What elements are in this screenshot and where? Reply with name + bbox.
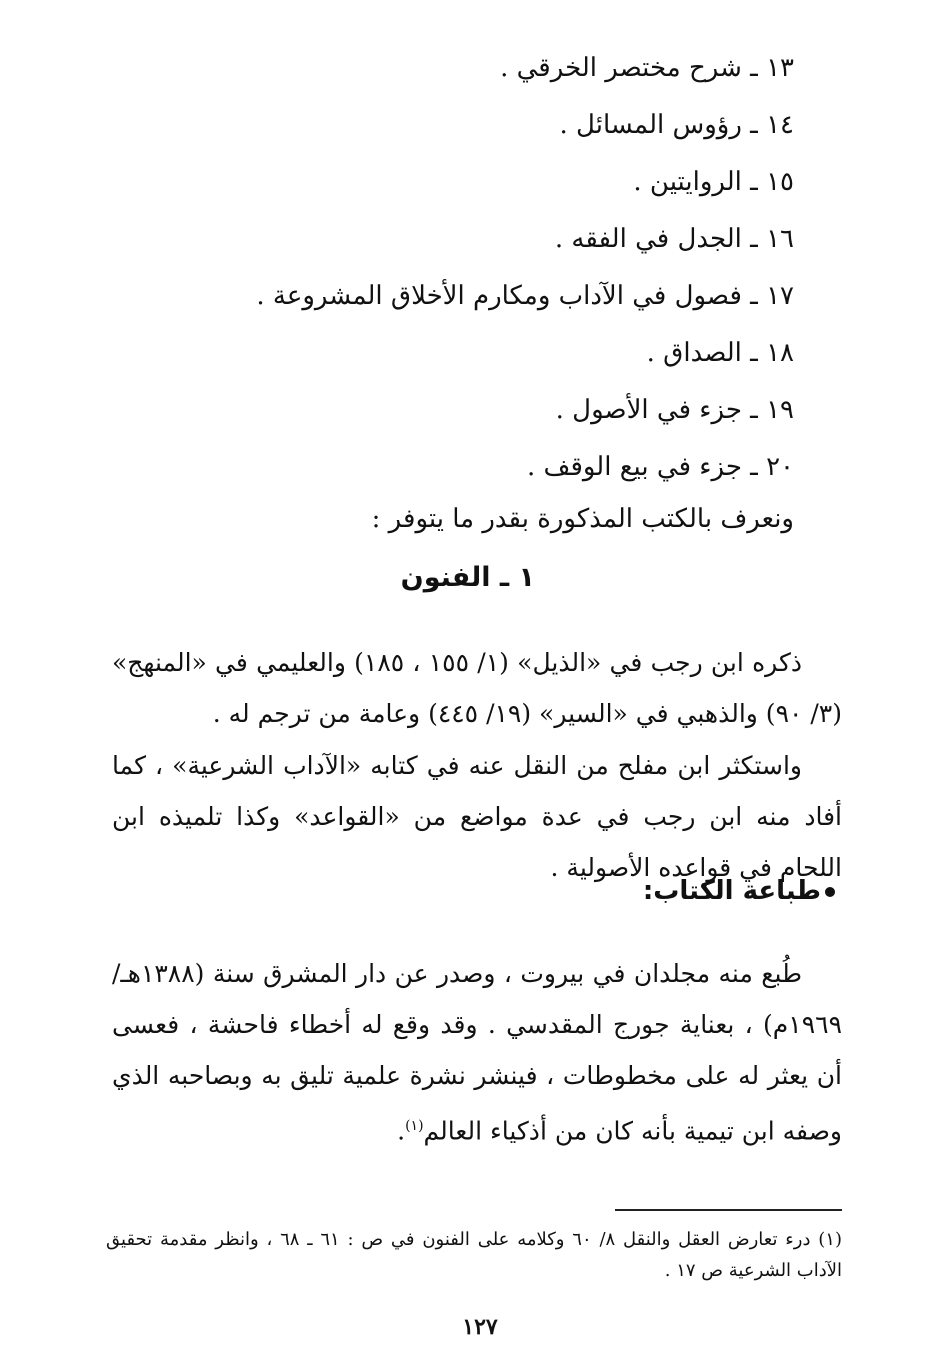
footnote-divider: [615, 1209, 842, 1211]
list-item: ١٧ ـ فصول في الآداب ومكارم الأخلاق المشروعة .: [256, 281, 794, 311]
page-number: ١٢٧: [462, 1314, 498, 1340]
paragraph-text: طُبع منه مجلدان في بيروت ، وصدر عن دار المشرق سنة (١٣٨٨هـ/ ١٩٦٩م) ، بعناية جورج المقدسي . وقد وقع له أخطاء فاحشة ، فعسى أن يعثر له على مخطوطات ، فينشر نشرة علمية تليق به وبصاحبه الذي وصفه ابن تيمية بأنه كان من أذكياء العالم: [112, 959, 842, 1146]
paragraph: [112, 948, 842, 1156]
footnote-reference: (١): [405, 1118, 424, 1134]
list-item: ١٦ ـ الجدل في الفقه .: [554, 224, 794, 254]
section-heading: ١ ـ الفنون: [400, 562, 535, 593]
list-item: ١٤ ـ رؤوس المسائل .: [559, 110, 794, 140]
list-item: ١٩ ـ جزء في الأصول .: [555, 395, 794, 425]
subheading-text: طباعة الكتاب:: [642, 876, 821, 906]
list-item: ٢٠ ـ جزء في بيع الوقف .: [527, 452, 794, 482]
paragraph-end: .: [397, 1116, 406, 1146]
book-list: [114, 40, 794, 496]
list-item: ١٣ ـ شرح مختصر الخرقي .: [500, 53, 794, 83]
footnote: (١) درء تعارض العقل والنقل ٨/ ٦٠ وكلامه على الفنون في ص : ٦١ ـ ٦٨ ، وانظر مقدمة تحقيق الآداب الشرعية ص ١٧ .: [106, 1229, 842, 1281]
intro-line: ونعرف بالكتب المذكورة بقدر ما يتوفر :: [371, 504, 794, 534]
paragraph: واستكثر ابن مفلح من النقل عنه في كتابه «الآداب الشرعية» ، كما أفاد منه ابن رجب في عدة مواضع من «القواعد» وكذا تلميذه ابن اللحام في قواعده الأصولية .: [112, 751, 842, 882]
bullet-icon: [825, 887, 835, 897]
paragraph: ذكره ابن رجب في «الذيل» (١/ ١٥٥ ، ١٨٥) والعليمي في «المنهج» (٣/ ٩٠) والذهبي في «السير» (١٩/ ٤٤٥) وعامة من ترجم له .: [112, 648, 842, 728]
subheading: [643, 876, 835, 906]
list-item: ١٨ ـ الصداق .: [646, 338, 794, 368]
list-item: ١٥ ـ الروايتين .: [633, 167, 794, 197]
